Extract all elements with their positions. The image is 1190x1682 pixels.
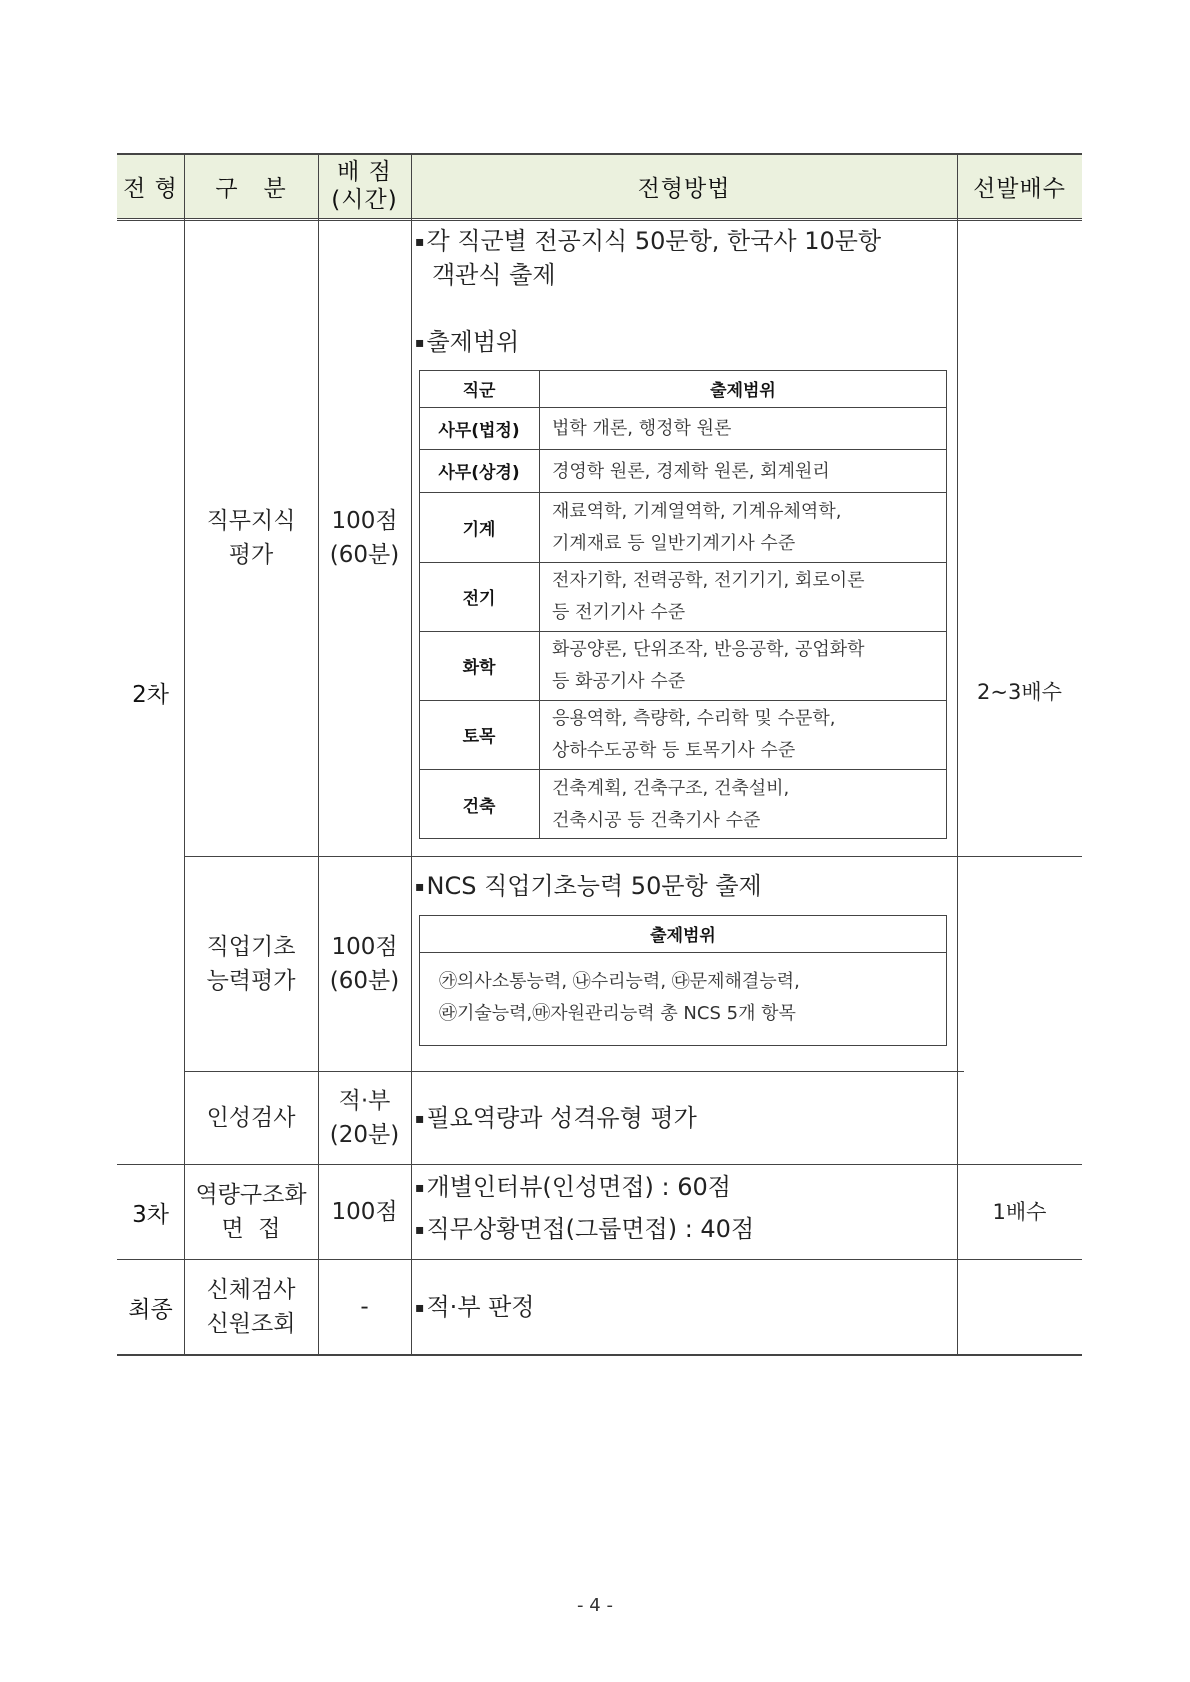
score-personality-line1: 적·부	[338, 1088, 391, 1114]
bullet-final	[415, 1290, 535, 1325]
category-final-line1: 신체검사	[206, 1277, 296, 1303]
scope-row-text: 법학 개론, 행정학 원론	[552, 418, 732, 439]
category-job-knowledge-line1: 직무지식	[206, 508, 296, 534]
bullet-square-icon: ▪	[415, 1300, 425, 1316]
header-score-line1: 배 점	[337, 159, 392, 185]
col-divider-3	[411, 153, 412, 1355]
category-final	[184, 1260, 318, 1354]
scope-row-text: 등 화공기사 수준	[552, 671, 686, 692]
category-job-knowledge-line2: 평가	[228, 542, 274, 568]
category-ncs-line1: 직업기초	[206, 934, 296, 960]
header-ratio: 선발배수	[973, 175, 1066, 202]
scope-row-group: 화학	[462, 658, 496, 678]
score-interview: 100점	[331, 1199, 398, 1225]
category-ncs-line2: 능력평가	[206, 968, 296, 994]
bullet-square-icon: ▪	[415, 879, 425, 895]
scope-row-text: 경영학 원론, 경제학 원론, 회계원리	[552, 461, 830, 482]
bullet-personality	[415, 1101, 697, 1136]
scope-row-text: 건축시공 등 건축기사 수준	[552, 810, 761, 831]
bullet-job-knowledge-2	[415, 325, 519, 360]
score-job-knowledge	[318, 220, 411, 856]
bullet-personality-text: 필요역량과 성격유형 평가	[426, 1104, 697, 1132]
header-stage: 전 형	[123, 175, 178, 202]
header-method: 전형방법	[637, 175, 731, 202]
bullet-final-text: 적·부 판정	[426, 1293, 535, 1321]
bullet-interview-1-text: 개별인터뷰(인성면접) : 60점	[426, 1173, 731, 1201]
bullet-ncs	[415, 869, 762, 904]
ncs-scope-line2: ㉱기술능력,㉲자원관리능력 총 NCS 5개 항목	[439, 1003, 796, 1024]
scope-row-group: 사무(법정)	[438, 420, 520, 441]
bullet-square-icon: ▪	[415, 1111, 425, 1127]
table-bottom-rule	[117, 1354, 1082, 1356]
scope-row-text: 응용역학, 측량학, 수리학 및 수문학,	[552, 708, 836, 729]
scope-row-group: 건축	[462, 796, 496, 817]
ratio-round2: 2~3배수	[977, 680, 1062, 704]
score-ncs-line2: (60분)	[329, 968, 400, 994]
category-personality: 인성검사	[206, 1105, 296, 1131]
ncs-scope-line1: ㉮의사소통능력, ㉯수리능력, ㉰문제해결능력,	[439, 971, 800, 992]
bullet-job-knowledge-1-line1: 각 직군별 전공지식 50문항, 한국사 10문항	[426, 227, 882, 255]
header-score	[318, 153, 411, 219]
bullet-interview-2	[415, 1212, 754, 1247]
scope-row-text: 상하수도공학 등 토목기사 수준	[552, 740, 796, 761]
bullet-job-knowledge-1-cont: 객관식 출제	[432, 261, 556, 289]
scope-table-head-scope: 출제범위	[710, 381, 776, 401]
bullet-interview-2-text: 직무상황면접(그룹면접) : 40점	[426, 1215, 755, 1243]
page-number: - 4 -	[577, 1594, 613, 1616]
scope-row-group: 사무(상경)	[438, 463, 520, 483]
ncs-scope-table-rule	[419, 952, 947, 953]
score-job-knowledge-line2: (60분)	[329, 542, 400, 568]
bullet-square-icon: ▪	[415, 335, 425, 351]
bullet-ncs-text: NCS 직업기초능력 50문항 출제	[426, 872, 762, 900]
stage-round2: 2차	[132, 681, 169, 708]
score-personality	[318, 1072, 411, 1164]
scope-row-text: 전자기학, 전력공학, 전기기기, 회로이론	[552, 570, 865, 591]
scope-row-text: 재료역학, 기계열역학, 기계유체역학,	[552, 501, 842, 522]
scope-table-head-group: 직군	[462, 381, 496, 401]
score-job-knowledge-line1: 100점	[331, 508, 398, 534]
scope-row-group: 전기	[462, 589, 496, 609]
category-interview-line1: 역량구조화	[195, 1182, 307, 1208]
scope-row-text: 기계재료 등 일반기계기사 수준	[552, 533, 796, 554]
score-ncs-line1: 100점	[331, 934, 398, 960]
scope-row-group: 기계	[462, 519, 496, 540]
bullet-square-icon: ▪	[415, 234, 425, 250]
ncs-scope-table-head: 출제범위	[650, 926, 716, 946]
stage-round3: 3차	[132, 1201, 169, 1228]
bullet-interview-1	[415, 1170, 731, 1205]
category-job-knowledge	[184, 220, 318, 856]
bullet-job-knowledge-2-text: 출제범위	[426, 328, 520, 356]
stage-final: 최종	[128, 1296, 173, 1323]
score-personality-line2: (20분)	[329, 1122, 400, 1148]
bullet-square-icon: ▪	[415, 1222, 425, 1238]
scope-row-text: 화공양론, 단위조작, 반응공학, 공업화학	[552, 639, 865, 660]
bullet-square-icon: ▪	[415, 1180, 425, 1196]
scope-row-group: 토목	[462, 727, 496, 747]
header-score-line2: (시간)	[331, 187, 398, 213]
header-category: 구 분	[215, 175, 287, 202]
score-ncs	[318, 857, 411, 1071]
bullet-job-knowledge-1	[415, 224, 881, 259]
category-interview-line2: 면 접	[221, 1216, 281, 1242]
category-ncs	[184, 857, 318, 1071]
score-final: -	[360, 1294, 369, 1320]
category-interview	[184, 1165, 318, 1259]
ratio-round3: 1배수	[992, 1200, 1047, 1224]
scope-row-text: 건축계획, 건축구조, 건축설비,	[552, 778, 790, 799]
scope-row-text: 등 전기기사 수준	[552, 602, 686, 623]
category-final-line2: 신원조회	[206, 1311, 296, 1337]
